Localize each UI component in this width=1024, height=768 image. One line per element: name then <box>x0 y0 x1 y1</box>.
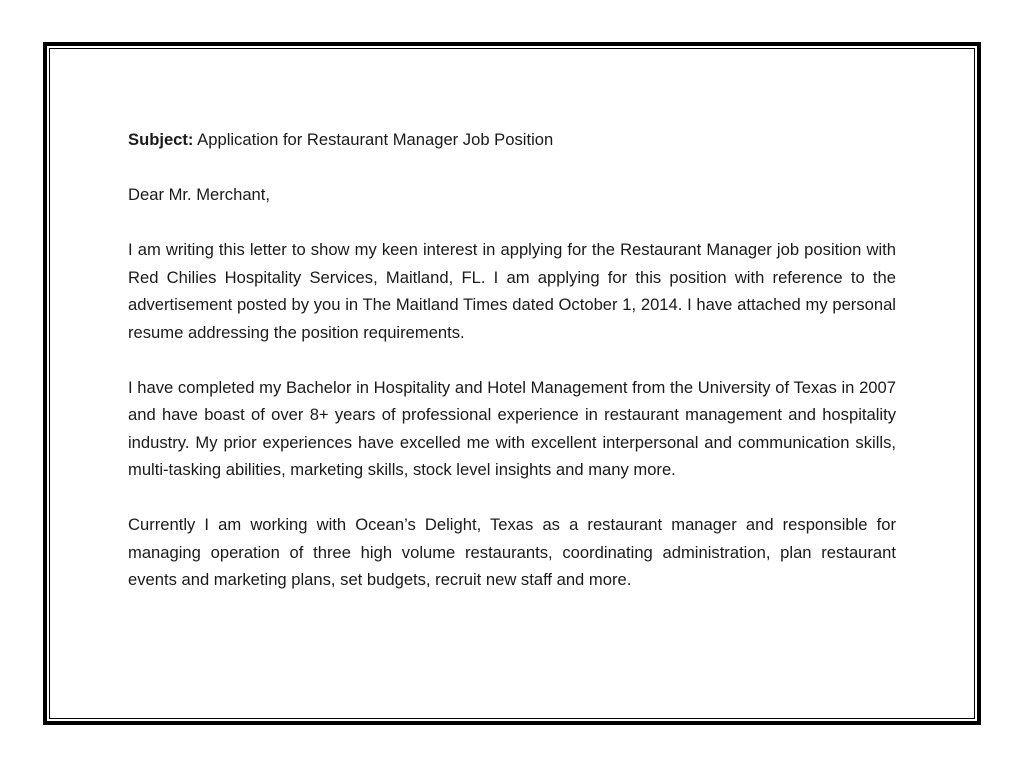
subject-line <box>128 126 896 154</box>
salutation: Dear Mr. Merchant, <box>128 185 271 204</box>
paragraph-intro: I am writing this letter to show my keen interest in applying for the Restaurant Manager job position with Red Chilies Hospitality Services, Maitland, FL. I am applying for this position with reference to the advertisement posted by you in The Maitland Times dated October 1, 2014. I have attached my personal resume addressing the position requirements. <box>128 240 896 342</box>
paragraph-education: I have completed my Bachelor in Hospitality and Hotel Management from the University of Texas in 2007 and have boast of over 8+ years of professional experience in restaurant management and hospitality industry. My prior experiences have excelled me with excellent interpersonal and communication skills, multi-tasking abilities, marketing skills, stock level insights and many more. <box>128 377 896 479</box>
letter-body <box>128 126 896 621</box>
paragraph-current-role: Currently I am working with Ocean’s Delight, Texas as a restaurant manager and responsible for managing operation of three high volume restaurants, coordinating administration, plan restaurant events and marketing plans, set budgets, recruit new staff and more. <box>128 515 896 589</box>
subject-text: Application for Restaurant Manager Job Position <box>193 130 554 149</box>
subject-label: Subject: <box>128 130 194 149</box>
